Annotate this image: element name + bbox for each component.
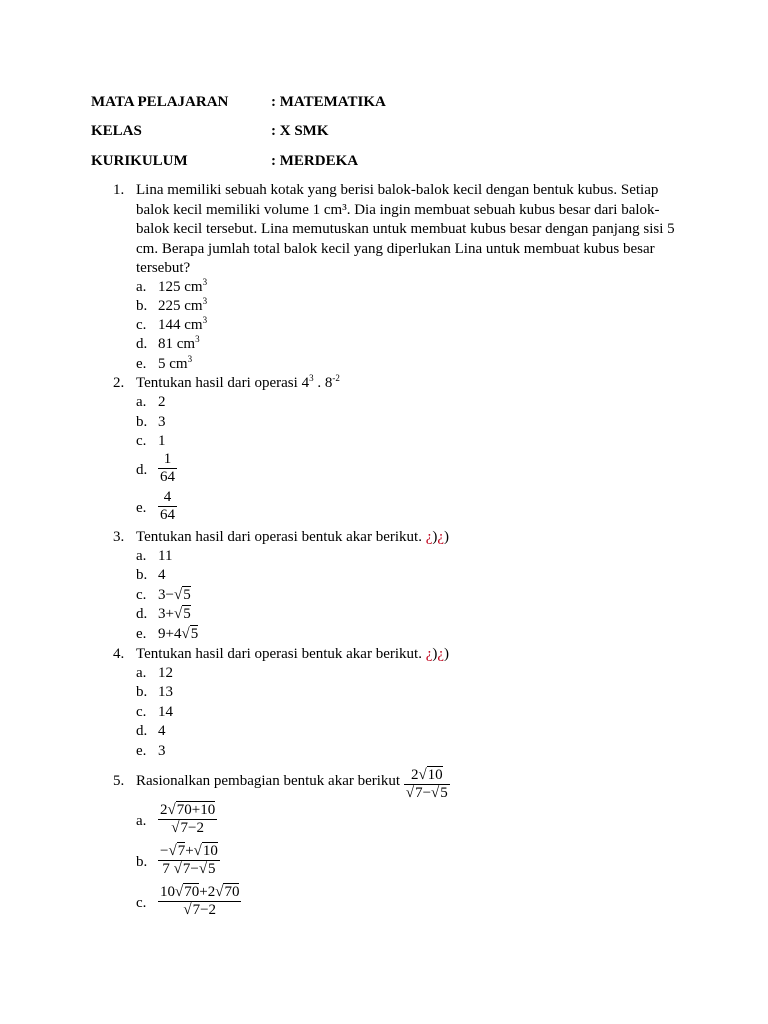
option-value: 13	[158, 684, 173, 700]
option-letter: b.	[136, 298, 148, 314]
question-text: Rasionalkan pembagian bentuk akar berikut $\frac{2√10}{√7-√5}$	[136, 767, 448, 801]
question-text: Tentukan hasil dari operasi $4^3$ . $8^{-2}$	[136, 373, 340, 391]
option-letter: a.	[136, 665, 147, 681]
option-value	[158, 843, 220, 878]
option-letter: e.	[136, 626, 147, 642]
option-letter: c.	[136, 587, 147, 603]
option-value: 125 $cm^3$	[158, 277, 208, 295]
option-letter: d.	[136, 462, 148, 478]
option-letter: c.	[136, 317, 147, 333]
option-letter: a.	[136, 548, 147, 564]
question-number: 1.	[113, 182, 125, 198]
fraction: $\frac{2√10}{√7-√5}$	[405, 767, 448, 801]
option-value: 3+√5	[158, 606, 191, 622]
option-letter: a.	[136, 813, 147, 829]
fraction: $\frac{-√7+√10}{7 √7-√5}$	[160, 843, 218, 877]
subject-value: : MATEMATIKA	[271, 94, 386, 110]
option-value: 9+4√5	[158, 626, 199, 642]
option-value	[158, 884, 241, 919]
option-value: 14	[158, 704, 173, 720]
option-letter: d.	[136, 606, 148, 622]
question-number: 5.	[113, 773, 125, 789]
option-letter: b.	[136, 684, 148, 700]
option-value: 11	[158, 548, 173, 564]
option-letter: a.	[136, 279, 147, 295]
option-letter: b.	[136, 567, 148, 583]
fraction: $\frac{10√70+2√70}{√7-2}$	[160, 884, 240, 918]
option-value	[158, 802, 217, 837]
option-letter: e.	[136, 356, 147, 372]
option-value: 1	[158, 433, 166, 449]
option-value: 3−√5	[158, 587, 191, 603]
option-value: 5 $cm^3$	[158, 354, 193, 372]
question-text: Tentukan hasil dari operasi bentuk akar berikut. ¿)¿)	[136, 646, 450, 662]
subject-label: MATA PELAJARAN	[91, 94, 229, 110]
question-text: Lina memiliki sebuah kotak yang berisi balok-balok kecil dengan bentuk kubus. Setiap balok kecil memiliki volume 1 cm³. Dia ingin membuat sebuah kubus besar dari balok-balok kecil tersebut. Lina memutuskan untuk membuat kubus besar dengan panjang sisi 5 cm. Berapa jumlah total balok kecil yang diperlukan Lina untuk membuat kubus besar tersebut?	[136, 182, 675, 276]
question-number: 2.	[113, 375, 125, 391]
option-value: 225 $cm^3$	[158, 296, 208, 314]
option-letter: e.	[136, 743, 147, 759]
curriculum-label: KURIKULUM	[91, 153, 188, 169]
option-letter: b.	[136, 854, 148, 870]
class-value: : X SMK	[271, 123, 329, 139]
option-value: 3	[158, 743, 166, 759]
fraction: $\frac{1}{64}$	[160, 451, 175, 485]
class-label: KELAS	[91, 123, 142, 139]
fraction: $\frac{4}{64}$	[160, 489, 175, 523]
option-letter: a.	[136, 394, 147, 410]
option-value: 2	[158, 394, 166, 410]
question-text: Tentukan hasil dari operasi bentuk akar berikut. ¿)¿)	[136, 529, 450, 545]
question-number: 4.	[113, 646, 125, 662]
option-letter: d.	[136, 723, 148, 739]
option-value: 4	[158, 567, 166, 583]
option-value	[158, 489, 177, 524]
option-value	[158, 451, 177, 486]
curriculum-value: : MERDEKA	[271, 153, 359, 169]
option-value: 3	[158, 414, 166, 430]
option-value: 12	[158, 665, 173, 681]
option-letter: d.	[136, 336, 148, 352]
option-letter: c.	[136, 704, 147, 720]
option-letter: b.	[136, 414, 148, 430]
option-letter: e.	[136, 500, 147, 516]
option-value: 4	[158, 723, 166, 739]
option-value: 81 $cm^3$	[158, 334, 200, 352]
question-number: 3.	[113, 529, 125, 545]
option-value: 144 $cm^3$	[158, 315, 208, 333]
option-letter: c.	[136, 895, 147, 911]
option-letter: c.	[136, 433, 147, 449]
fraction: $\frac{2√70+10}{√7-2}$	[160, 802, 216, 836]
